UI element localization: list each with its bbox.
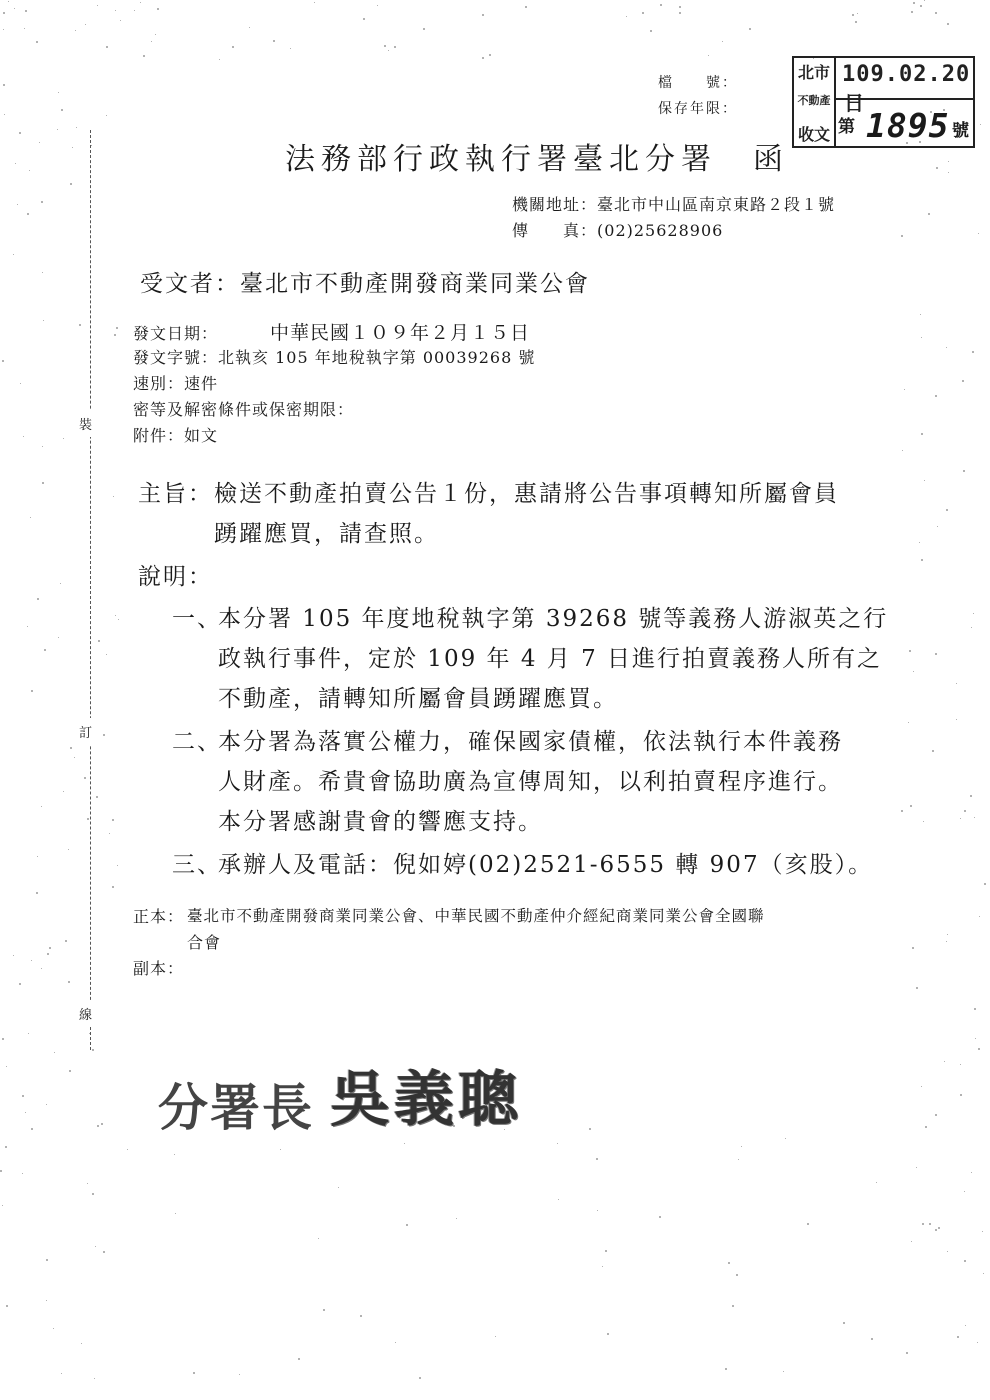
scan-speck (921, 559, 923, 561)
scan-speck (978, 233, 979, 234)
scan-speck (25, 10, 27, 12)
scan-speck (94, 1378, 95, 1379)
scan-speck (904, 389, 905, 390)
scan-speck (937, 526, 938, 527)
scan-speck (31, 960, 32, 961)
scan-speck (2, 360, 4, 362)
scan-speck (31, 690, 33, 692)
scan-speck (419, 1377, 421, 1379)
scan-speck (920, 314, 921, 315)
scan-speck (101, 1123, 103, 1125)
scan-speck (728, 1262, 730, 1264)
scan-speck (935, 1229, 937, 1231)
scan-speck (232, 46, 234, 48)
scan-speck (360, 1315, 362, 1317)
binding-mark-top: 裝 (79, 410, 92, 437)
scan-speck (37, 856, 38, 857)
scan-speck (151, 41, 152, 42)
scan-speck (495, 1336, 496, 1337)
scan-speck (103, 1251, 105, 1253)
scan-speck (72, 147, 73, 148)
scan-speck (482, 14, 484, 16)
scan-speck (913, 2, 915, 4)
scan-speck (659, 1216, 661, 1218)
scan-speck (75, 30, 76, 31)
scan-speck (975, 1038, 976, 1039)
scan-speck (946, 347, 947, 348)
scan-speck (924, 0, 925, 1)
scan-speck (87, 818, 89, 820)
scan-speck (79, 324, 81, 326)
main-recipients-label: 正本： (133, 907, 185, 926)
scan-speck (384, 45, 386, 47)
scan-speck (155, 34, 156, 35)
document-number: 發文字號：北執亥 105 年地稅執字第 00039268 號 (133, 348, 536, 367)
stamp-no-prefix: 第 (838, 117, 855, 137)
scan-speck (19, 132, 21, 134)
scan-speck (971, 627, 972, 628)
scan-speck (24, 28, 25, 29)
scan-speck (946, 509, 948, 511)
scan-speck (919, 542, 920, 543)
scan-speck (36, 41, 38, 43)
explanation-line: 本分署 105 年度地稅執字第 39268 號等義務人游淑英之行 (218, 606, 889, 632)
scan-speck (871, 1338, 873, 1340)
scan-speck (37, 598, 39, 600)
scan-speck (980, 124, 981, 125)
scan-speck (63, 791, 64, 792)
scan-speck (970, 795, 972, 797)
scan-speck (913, 671, 914, 672)
scan-speck (928, 213, 930, 215)
scan-speck (46, 1259, 48, 1261)
explanation-line: 本分署感謝貴會的響應支持。 (218, 809, 543, 835)
scan-speck (962, 380, 964, 382)
scan-speck (193, 1372, 195, 1374)
scan-speck (983, 1273, 984, 1274)
scan-speck (749, 28, 751, 30)
scan-speck (69, 1070, 71, 1072)
scan-speck (30, 517, 31, 518)
scan-speck (956, 719, 957, 720)
scan-speck (597, 1210, 598, 1211)
scan-speck (127, 1149, 128, 1150)
scan-speck (42, 446, 43, 447)
recipient: 受文者：臺北市不動產開發商業同業公會 (140, 271, 590, 297)
scan-speck (404, 1143, 405, 1144)
scan-speck (103, 734, 105, 736)
scan-speck (910, 805, 912, 807)
scan-speck (947, 23, 949, 25)
explanation-marker: 三、 (172, 852, 222, 878)
scan-speck (406, 1224, 408, 1226)
scan-speck (679, 6, 681, 8)
scan-speck (134, 10, 135, 11)
scan-speck (28, 1033, 29, 1034)
scan-speck (57, 129, 58, 130)
issue-date: 發文日期： 中華民國１０９年２月１５日 (133, 322, 531, 344)
scan-speck (65, 940, 67, 942)
copy-recipients-label: 副本： (133, 959, 185, 978)
scan-speck (679, 12, 681, 14)
subject-line: 踴躍應買，請查照。 (214, 521, 439, 547)
scan-speck (20, 383, 21, 384)
scan-speck (923, 821, 924, 822)
scan-speck (106, 46, 108, 48)
scan-speck (3, 84, 5, 86)
scan-speck (964, 1260, 966, 1262)
scan-speck (70, 183, 72, 185)
scan-speck (984, 883, 986, 885)
scan-speck (106, 654, 107, 655)
scan-speck (946, 941, 947, 942)
agency-fax: 傳 真：(02)25628906 (512, 221, 724, 240)
scan-speck (0, 1170, 2, 1172)
scan-speck (932, 750, 934, 752)
scan-speck (42, 482, 44, 484)
scan-speck (174, 1154, 175, 1155)
scan-speck (960, 1064, 961, 1065)
binding-mark-middle: 訂 (79, 718, 92, 745)
scan-speck (944, 1061, 945, 1062)
scan-speck (41, 968, 42, 969)
scan-speck (722, 41, 723, 42)
retention-label: 保存年限： (658, 101, 738, 117)
scan-speck (6, 1066, 7, 1067)
scan-speck (708, 55, 709, 56)
scan-speck (982, 1231, 983, 1232)
scan-speck (948, 172, 949, 173)
scan-speck (855, 21, 857, 23)
scan-speck (741, 1146, 742, 1147)
scan-speck (2, 1038, 4, 1040)
attachment: 附件：如文 (133, 426, 219, 445)
scan-speck (22, 1173, 23, 1174)
scan-speck (935, 12, 937, 14)
stamp-kind: 收文 (797, 125, 830, 144)
scan-speck (972, 351, 974, 353)
stamp-date: 109.02.20日 (842, 62, 971, 115)
scan-speck (843, 1322, 845, 1324)
scan-speck (978, 1048, 980, 1050)
scan-speck (626, 16, 627, 17)
scan-speck (925, 1126, 927, 1128)
scan-speck (423, 28, 425, 30)
explanation-marker: 一、 (172, 606, 222, 632)
explanation-line: 本分署為落實公權力，確保國家債權，依法執行本件義務 (218, 729, 843, 755)
scan-speck (971, 1172, 972, 1173)
scan-speck (23, 436, 24, 437)
scan-speck (916, 1167, 917, 1168)
scan-speck (920, 5, 922, 7)
scan-speck (660, 4, 662, 6)
scan-speck (76, 127, 77, 128)
scan-speck (47, 953, 49, 955)
signature-name: 吳義聰 (330, 1065, 522, 1135)
scan-speck (4, 114, 5, 115)
scan-speck (70, 747, 72, 749)
scan-speck (2, 1205, 3, 1206)
stamp-org-type: 不動產 (797, 94, 831, 107)
scan-speck (921, 337, 922, 338)
scan-speck (81, 1343, 82, 1344)
scan-speck (785, 1138, 786, 1139)
explanation-line: 承辦人及電話：倪如婷(02)2521-6555 轉 907（亥股）。 (218, 852, 874, 878)
scan-speck (963, 470, 965, 472)
scan-speck (92, 1049, 94, 1051)
scan-speck (27, 626, 28, 627)
scan-speck (112, 819, 114, 821)
scan-speck (106, 115, 107, 116)
scan-speck (60, 583, 61, 584)
file-number-label: 檔 號： (658, 75, 738, 91)
scan-speck (909, 650, 911, 652)
scan-speck (3, 29, 4, 30)
scan-speck (61, 109, 63, 111)
scan-speck (977, 1342, 978, 1343)
scan-speck (74, 757, 75, 758)
scan-speck (921, 433, 923, 435)
scan-speck (25, 1112, 26, 1113)
scan-speck (273, 40, 275, 42)
scan-speck (27, 213, 29, 215)
scan-speck (29, 170, 30, 171)
scan-speck (58, 637, 59, 638)
scan-speck (922, 1223, 924, 1225)
scan-speck (49, 947, 51, 949)
stamp-org: 北市 (797, 63, 830, 82)
scan-speck (61, 1373, 62, 1374)
scan-speck (68, 981, 70, 983)
scan-speck (947, 1251, 948, 1252)
scan-speck (58, 92, 59, 93)
scan-speck (642, 12, 644, 14)
scan-speck (92, 1193, 94, 1195)
scan-speck (602, 1266, 603, 1267)
stamp-no-suffix: 號 (952, 121, 969, 141)
scan-speck (964, 810, 966, 812)
scan-speck (17, 204, 18, 205)
scan-speck (113, 496, 114, 497)
scan-speck (960, 1094, 962, 1096)
scan-speck (6, 1305, 8, 1307)
scan-speck (957, 1336, 959, 1338)
scan-speck (87, 1183, 88, 1184)
scan-speck (456, 1218, 457, 1219)
document-title: 法務部行政執行署臺北分署 函 (285, 142, 789, 177)
signature-title: 分署長 (158, 1078, 314, 1137)
scan-speck (239, 1374, 240, 1375)
scan-speck (906, 1352, 908, 1354)
scan-speck (116, 327, 118, 329)
scan-speck (736, 1274, 738, 1276)
scan-speck (97, 5, 98, 6)
scan-speck (98, 640, 100, 642)
scan-speck (44, 649, 46, 651)
scan-speck (8, 1, 9, 2)
receipt-stamp (792, 56, 975, 148)
scan-speck (13, 955, 14, 956)
scan-speck (650, 30, 652, 32)
scan-speck (947, 934, 948, 935)
scan-speck (394, 46, 396, 48)
scan-speck (175, 1213, 176, 1214)
scan-speck (280, 1149, 281, 1150)
scan-speck (31, 1128, 33, 1130)
scan-speck (589, 1128, 591, 1130)
scan-speck (732, 1305, 734, 1307)
scan-speck (109, 833, 110, 834)
scan-speck (607, 1333, 609, 1335)
scan-speck (960, 818, 961, 819)
scan-speck (114, 334, 116, 336)
scan-speck (85, 24, 86, 25)
scan-speck (290, 48, 291, 49)
scan-speck (323, 1309, 325, 1311)
scan-speck (948, 161, 949, 162)
scan-speck (738, 1159, 739, 1160)
scan-speck (489, 54, 491, 56)
scan-speck (725, 1368, 727, 1370)
scan-speck (219, 59, 220, 60)
scan-speck (596, 1158, 598, 1160)
scan-speck (53, 1328, 54, 1329)
scan-speck (36, 892, 38, 894)
scan-speck (13, 254, 14, 255)
scan-speck (605, 1250, 607, 1252)
scan-speck (318, 1238, 319, 1239)
scan-speck (935, 653, 937, 655)
scan-speck (19, 983, 21, 985)
scan-speck (956, 683, 957, 684)
scan-speck (876, 1182, 877, 1183)
scan-speck (911, 11, 913, 13)
explanation-line: 不動產，請轉知所屬會員踴躍應買。 (218, 686, 618, 712)
scan-speck (935, 1114, 937, 1116)
scan-speck (118, 619, 119, 620)
scan-speck (924, 480, 925, 481)
scan-speck (901, 810, 903, 812)
scan-speck (120, 20, 121, 21)
scan-speck (157, 8, 159, 10)
scan-speck (5, 1146, 7, 1148)
binding-line (90, 130, 91, 1050)
scan-speck (974, 817, 975, 818)
speed-class: 速別：速件 (133, 374, 219, 393)
scan-speck (95, 1246, 96, 1247)
scan-speck (807, 1223, 809, 1225)
main-recipients-line: 合會 (187, 933, 222, 952)
subject-label: 主旨： (138, 481, 213, 507)
stamp-number: 1895 (866, 106, 950, 145)
scan-speck (908, 722, 909, 723)
scan-speck (143, 55, 145, 57)
scan-speck (115, 10, 116, 11)
scan-speck (46, 1300, 47, 1301)
scan-speck (964, 1191, 965, 1192)
scan-speck (852, 14, 854, 16)
agency-address: 機關地址：臺北市中山區南京東路２段１號 (512, 195, 836, 214)
secrecy-level: 密等及解密條件或保密期限： (133, 400, 355, 419)
scan-speck (42, 272, 43, 273)
scan-speck (112, 886, 114, 888)
scan-speck (857, 13, 858, 14)
explanation-line: 人財產。希貴會協助廣為宣傳周知，以利拍賣程序進行。 (218, 769, 843, 795)
scan-speck (3, 12, 5, 14)
scan-speck (936, 167, 938, 169)
scan-speck (249, 27, 250, 28)
main-recipients-line: 臺北市不動產開發商業同業公會、中華民國不動產仲介經紀商業同業公會全國聯 (187, 907, 765, 925)
binding-mark-bottom: 線 (79, 1000, 92, 1027)
scan-speck (921, 1086, 922, 1087)
scan-speck (377, 5, 378, 6)
scan-speck (97, 1125, 99, 1127)
scan-speck (901, 235, 903, 237)
scan-speck (46, 1104, 47, 1105)
scan-speck (41, 806, 42, 807)
scan-speck (916, 987, 918, 989)
scan-speck (395, 1342, 396, 1343)
scan-speck (974, 1008, 976, 1010)
explanation-marker: 二、 (172, 729, 222, 755)
explanation-label: 說明： (138, 564, 213, 590)
scan-speck (39, 142, 40, 143)
scan-speck (68, 849, 69, 850)
scan-speck (43, 320, 44, 321)
scan-speck (973, 613, 974, 614)
scan-speck (938, 1227, 940, 1229)
scan-speck (117, 865, 118, 866)
subject-line: 檢送不動產拍賣公告１份，惠請將公告事項轉知所屬會員 (214, 481, 839, 507)
scan-speck (558, 1199, 559, 1200)
scan-speck (902, 450, 903, 451)
scan-speck (783, 1371, 784, 1372)
scan-speck (557, 1143, 558, 1144)
scan-speck (14, 8, 15, 9)
scan-speck (482, 57, 484, 59)
scan-speck (298, 1358, 300, 1360)
scan-speck (388, 50, 389, 51)
scan-speck (140, 2, 141, 3)
scan-speck (54, 1052, 55, 1053)
scan-speck (935, 395, 937, 397)
scan-speck (912, 947, 914, 949)
scan-speck (929, 1223, 931, 1225)
scan-speck (338, 1187, 339, 1188)
scan-speck (115, 615, 116, 616)
scan-speck (979, 916, 980, 917)
scan-speck (314, 2, 315, 3)
scan-speck (911, 1241, 912, 1242)
scan-speck (84, 777, 86, 779)
scan-speck (363, 18, 365, 20)
scan-speck (41, 201, 43, 203)
scan-speck (15, 163, 16, 164)
scan-speck (525, 6, 527, 8)
explanation-line: 政執行事件，定於 109 年 4 月 7 日進行拍賣義務人所有之 (218, 646, 883, 672)
scan-speck (96, 796, 98, 798)
scan-speck (22, 1095, 24, 1097)
scan-speck (63, 438, 64, 439)
scan-speck (965, 1325, 966, 1326)
